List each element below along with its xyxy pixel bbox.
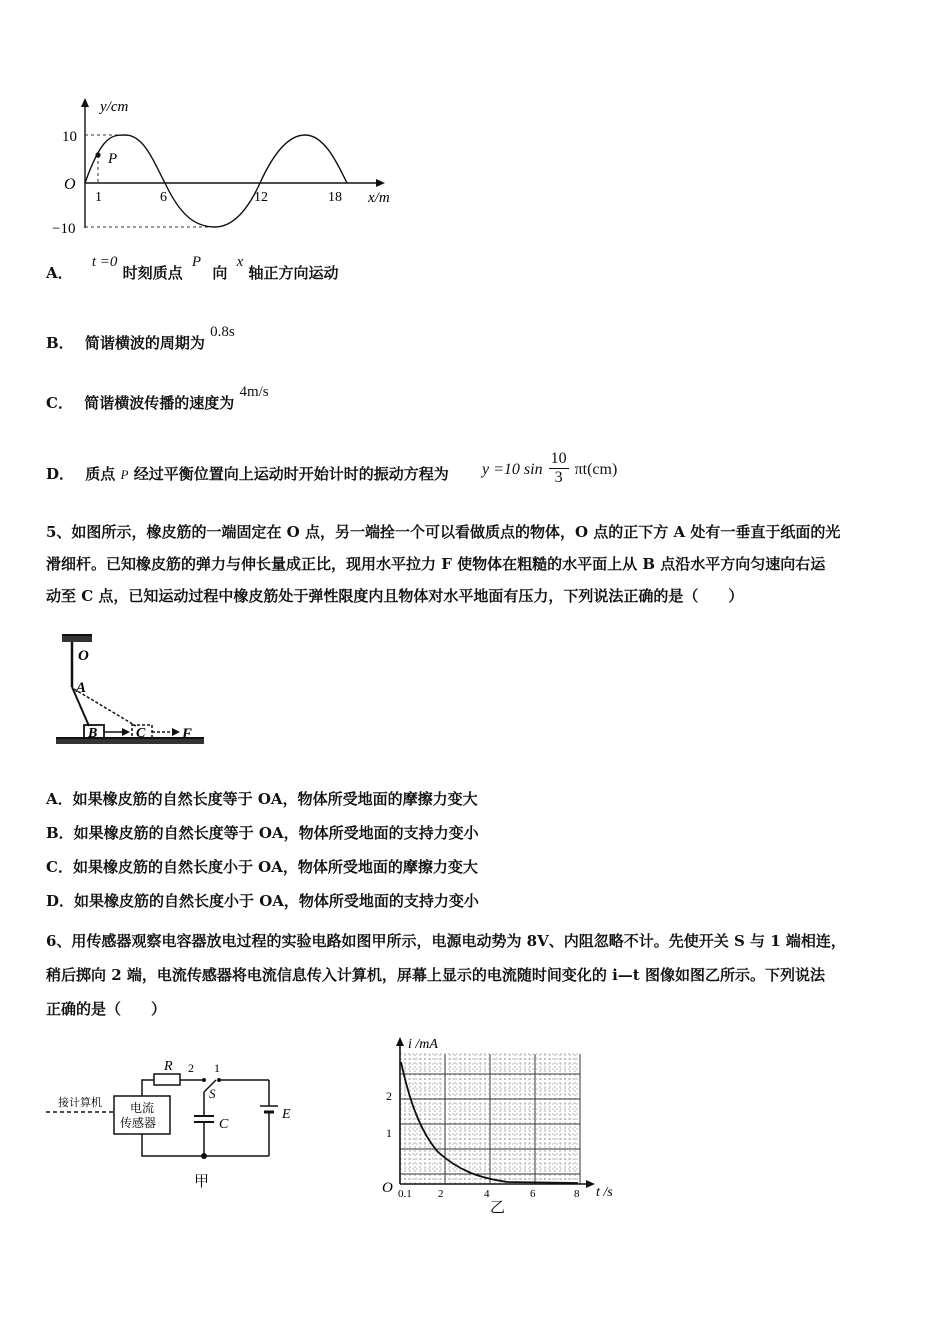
circuit-diagram <box>44 1050 304 1200</box>
label-e: E <box>282 1107 291 1122</box>
math-p: P <box>120 467 129 482</box>
label-2: 2 <box>188 1061 194 1075</box>
label-a: A <box>76 680 87 696</box>
math-speed: 4m/s <box>239 384 269 400</box>
option-text: 向 <box>212 264 228 282</box>
q5-option-b[interactable]: B．如果橡皮筋的自然长度等于 OA，物体所受地面的支持力变小 <box>46 824 479 842</box>
option-letter: B． <box>46 334 74 352</box>
x-axis-label: x/m <box>368 190 390 206</box>
y-tick-10: 10 <box>62 129 77 145</box>
vibration-equation <box>482 440 618 486</box>
fraction-denominator: 3 <box>554 469 563 486</box>
graph-grid <box>400 1054 580 1184</box>
sensor-label-1: 电流 <box>130 1101 155 1115</box>
graph-x-tick-6: 6 <box>530 1188 536 1200</box>
option-text: 时刻质点 <box>122 264 183 282</box>
origin-label: O <box>64 176 76 193</box>
eq-left: y =10 sin <box>482 461 543 479</box>
option-text: 简谐横波传播的速度为 <box>84 394 235 412</box>
q4-option-b[interactable] <box>46 324 235 353</box>
option-text: 经过平衡位置向上运动时开始计时的振动方程为 <box>133 465 449 483</box>
math-p: P <box>191 254 202 270</box>
question-6-text <box>46 924 908 1026</box>
label-f: F <box>182 726 193 742</box>
label-c: C <box>136 726 146 741</box>
y-tick-neg10: −10 <box>52 221 76 237</box>
label-o: O <box>78 648 89 664</box>
q6-line3: 正确的是（ ） <box>46 1000 167 1018</box>
to-computer-label: 接计算机 <box>58 1097 102 1109</box>
math-t0: t =0 <box>91 254 118 270</box>
sensor-label-2: 传感器 <box>120 1116 157 1130</box>
caption-jia: 甲 <box>194 1174 210 1190</box>
eq-right: πt(cm) <box>574 461 618 479</box>
x-tick-1: 1 <box>95 190 102 205</box>
math-x: x <box>236 254 244 270</box>
label-b: B <box>88 726 98 741</box>
label-s: S <box>209 1086 216 1101</box>
x-tick-18: 18 <box>328 190 342 205</box>
graph-y-label: i /mA <box>408 1037 438 1052</box>
q5-option-a[interactable]: A．如果橡皮筋的自然长度等于 OA，物体所受地面的摩擦力变大 <box>46 790 478 808</box>
q6-line2: 稍后掷向 2 端，电流传感器将电流信息传入计算机，屏幕上显示的电流随时间变化的 i—t 图像如图乙所示。下列说法 <box>46 966 825 984</box>
graph-x-tick-4: 4 <box>484 1188 490 1200</box>
graph-x-tick-8: 8 <box>574 1188 580 1200</box>
graph-origin: O <box>382 1180 393 1196</box>
graph-y-tick-1: 1 <box>386 1126 392 1140</box>
graph-x-tick-0-1: 0.1 <box>398 1188 412 1200</box>
point-p-marker <box>95 152 100 157</box>
point-p-label: P <box>108 151 118 167</box>
y-axis-label: y/cm <box>100 99 129 115</box>
q4-option-a[interactable] <box>46 254 339 283</box>
question-5-text <box>46 516 908 612</box>
q5-option-d[interactable]: D．如果橡皮筋的自然长度小于 OA，物体所受地面的支持力变小 <box>46 892 479 910</box>
label-r: R <box>164 1059 173 1074</box>
q5-line3: 动至 C 点，已知运动过程中橡皮筋处于弹性限度内且物体对水平地面有压力，下列说法正确的是（ ） <box>46 587 744 605</box>
option-text: 轴正方向运动 <box>248 264 339 282</box>
q6-line1: 6、用传感器观察电容器放电过程的实验电路如图甲所示，电源电动势为 8V、内阻忽略不计。先使开关 S 与 1 端相连， <box>46 932 846 950</box>
q5-line2: 滑细杆。已知橡皮筋的弹力与伸长量成正比，现用水平拉力 F 使物体在粗糙的水平面上从 B 点沿水平方向匀速向右运 <box>46 555 826 573</box>
label-c: C <box>219 1117 229 1132</box>
wave-graph <box>50 95 410 240</box>
current-time-graph <box>378 1034 628 1216</box>
rubber-band-figure <box>56 632 206 758</box>
option-text: 质点 <box>85 465 116 483</box>
option-letter: C． <box>46 394 73 412</box>
caption-yi: 乙 <box>490 1200 506 1216</box>
graph-x-tick-2: 2 <box>438 1188 444 1200</box>
option-letter: D． <box>46 465 75 483</box>
x-tick-12: 12 <box>254 190 268 205</box>
q4-option-d[interactable] <box>46 463 449 484</box>
math-period: 0.8s <box>210 324 235 340</box>
x-tick-6: 6 <box>160 190 167 205</box>
option-letter: A． <box>46 264 73 282</box>
fraction-numerator: 10 <box>550 450 567 467</box>
q5-line1: 5、如图所示，橡皮筋的一端固定在 O 点，另一端拴一个可以看做质点的物体，O 点的正下方 A 处有一垂直于纸面的光 <box>46 523 841 541</box>
q5-option-c[interactable]: C．如果橡皮筋的自然长度小于 OA，物体所受地面的摩擦力变大 <box>46 858 478 876</box>
graph-y-tick-2: 2 <box>386 1089 392 1103</box>
label-1: 1 <box>214 1061 220 1075</box>
q4-option-c[interactable] <box>46 384 269 413</box>
option-text: 简谐横波的周期为 <box>84 334 205 352</box>
graph-x-label: t /s <box>596 1185 613 1200</box>
